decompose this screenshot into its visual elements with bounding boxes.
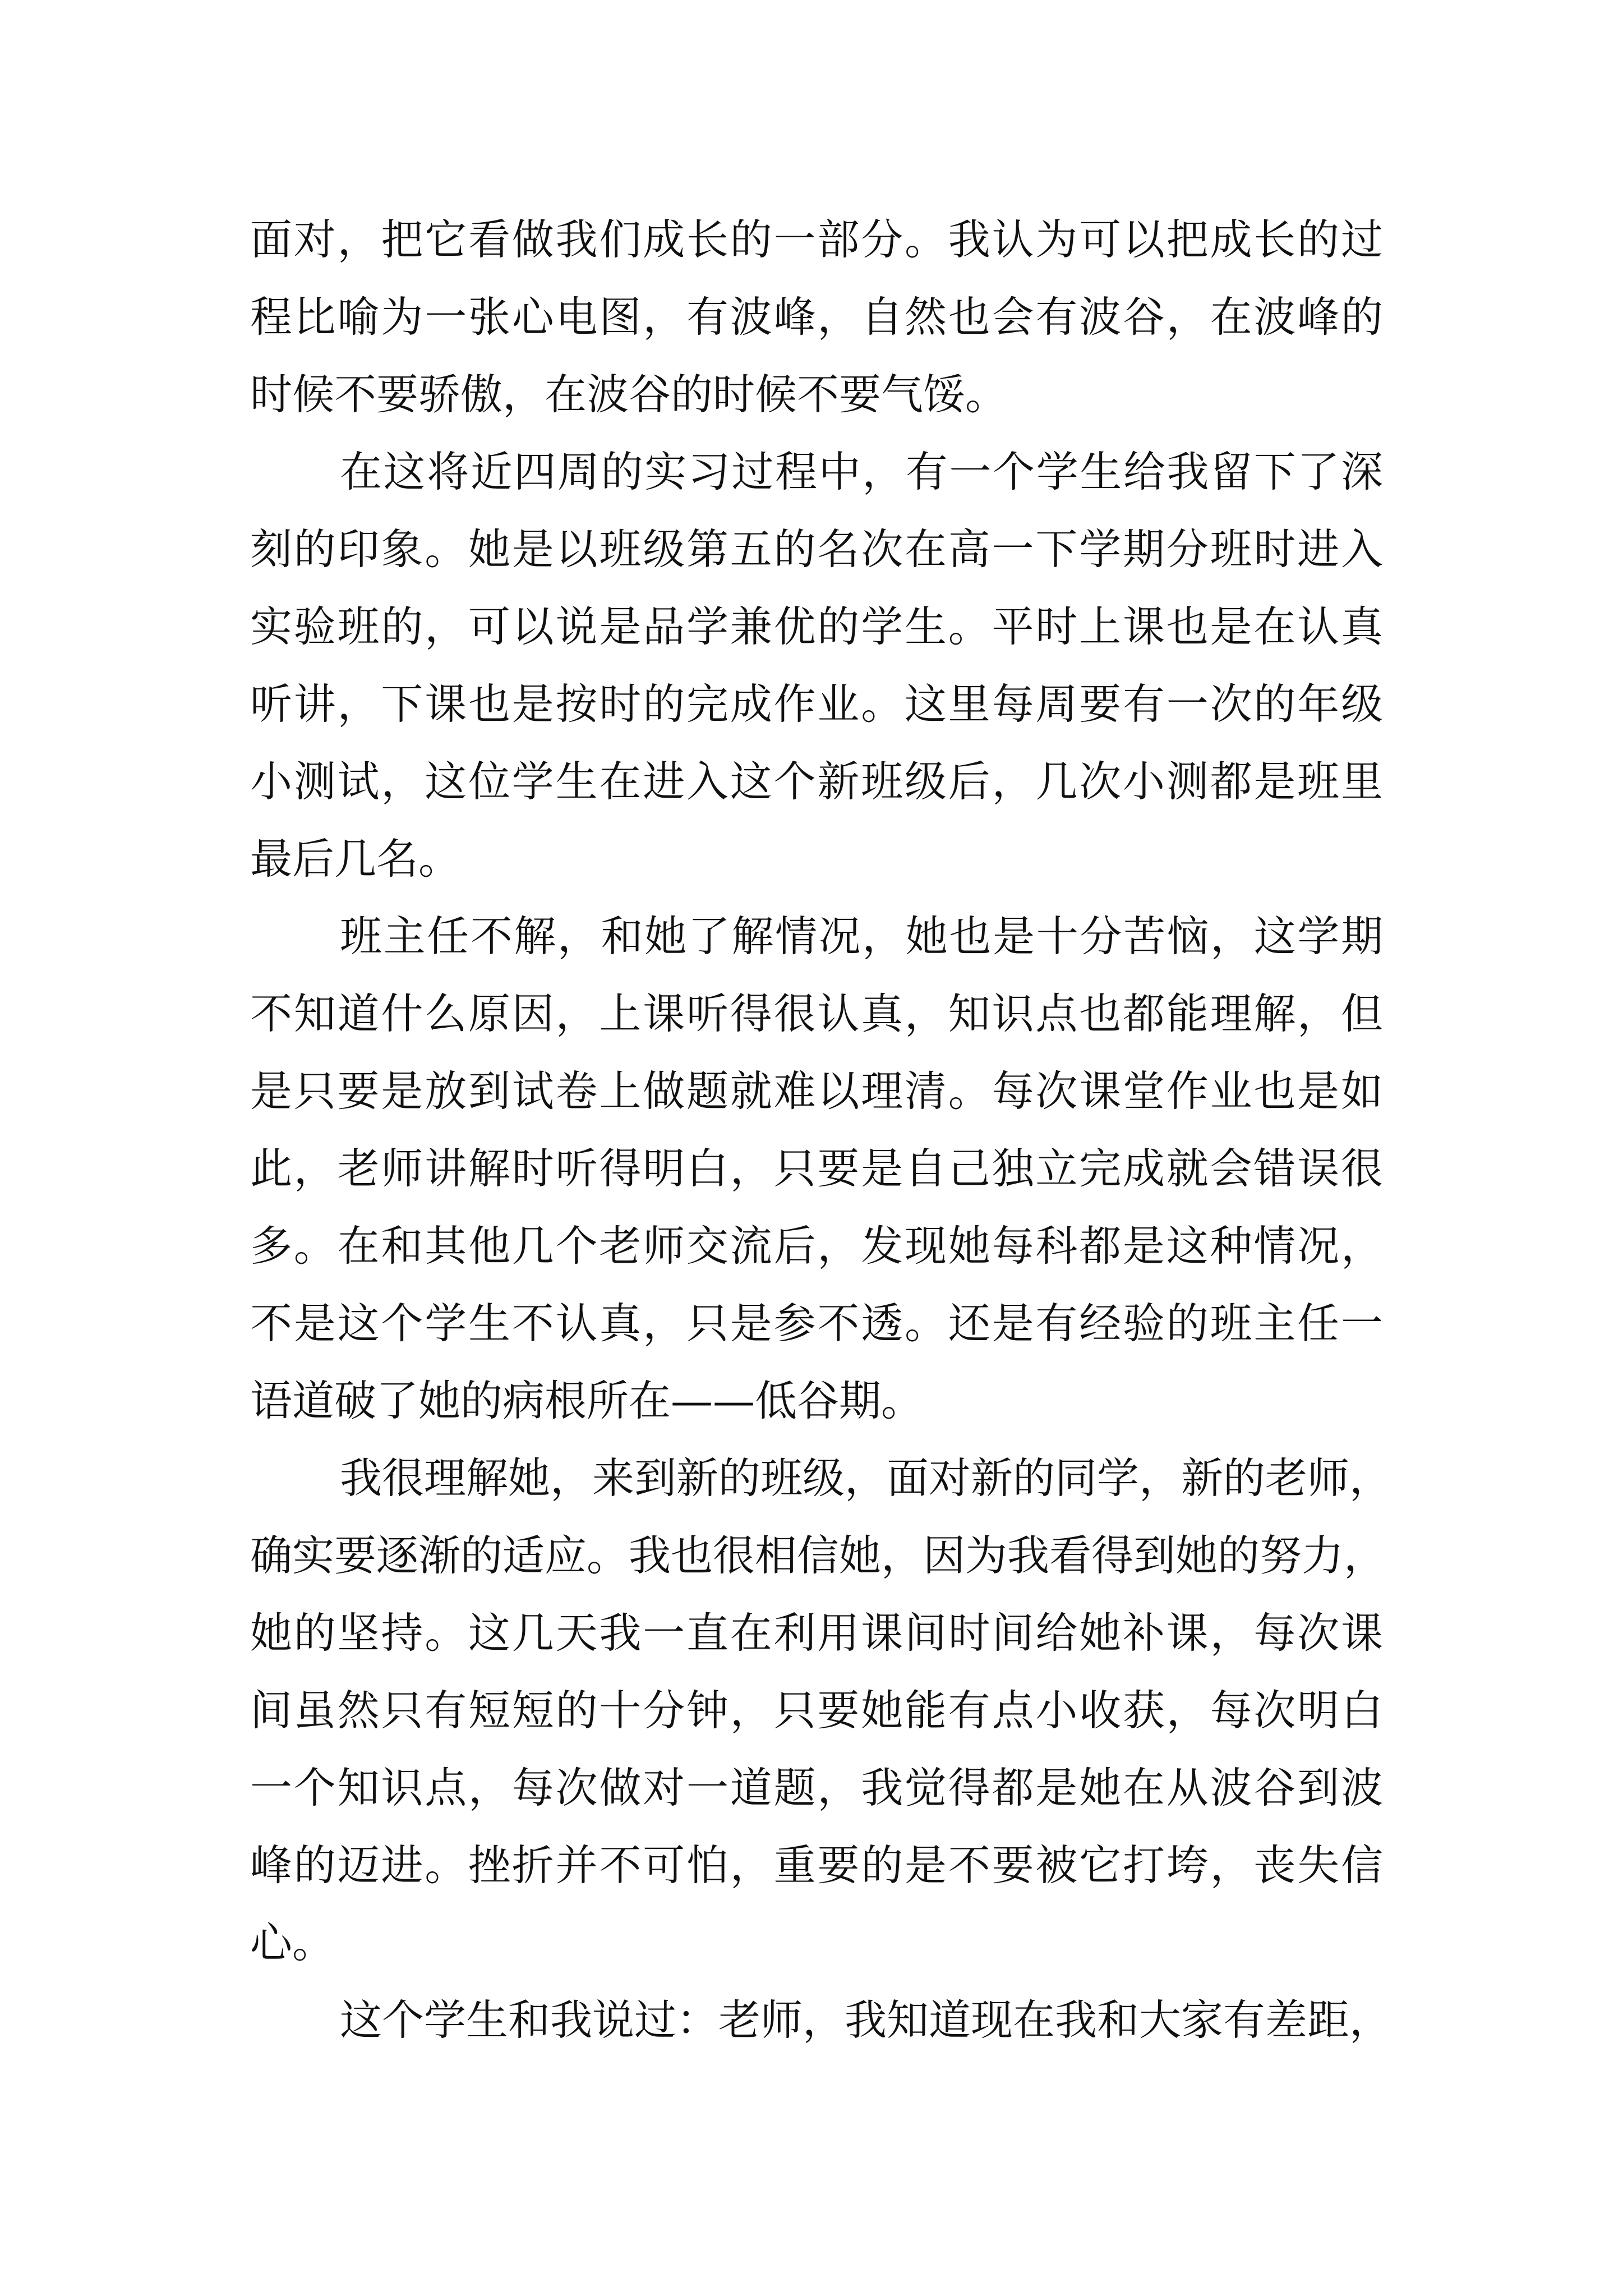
text-line: 语道破了她的病根所在——低谷期。 xyxy=(250,1376,924,1425)
text-line: 峰的迈进。挫折并不可怕，重要的是不要被它打垮，丧失信 xyxy=(250,1841,1383,1890)
text-line: 程比喻为一张心电图，有波峰，自然也会有波谷，在波峰的 xyxy=(250,292,1383,342)
text-line: 最后几名。 xyxy=(250,834,461,884)
text-line: 时候不要骄傲，在波谷的时候不要气馁。 xyxy=(250,370,1008,419)
text-line: 一个知识点，每次做对一道题，我觉得都是她在从波谷到波 xyxy=(250,1763,1383,1812)
document-body-text xyxy=(250,201,1392,2059)
text-line: 确实要逐渐的适应。我也很相信她，因为我看得到她的努力， xyxy=(250,1531,1386,1580)
text-line: 间虽然只有短短的十分钟，只要她能有点小收获，每次明白 xyxy=(250,1686,1383,1735)
paragraph-first-line: 班主任不解，和她了解情况，她也是十分苦恼，这学期 xyxy=(340,912,1383,961)
paragraph-first-line: 在这将近四周的实习过程中，有一个学生给我留下了深 xyxy=(340,447,1383,496)
text-line: 听讲，下课也是按时的完成作业。这里每周要有一次的年级 xyxy=(250,679,1383,729)
text-line: 心。 xyxy=(250,1918,335,1967)
paragraph-first-line: 我很理解她，来到新的班级，面对新的同学，新的老师， xyxy=(340,1453,1392,1503)
text-line: 此，老师讲解时听得明白，只要是自己独立完成就会错误很 xyxy=(250,1144,1383,1193)
text-line: 面对，把它看做我们成长的一部分。我认为可以把成长的过 xyxy=(250,215,1383,264)
text-line: 刻的印象。她是以班级第五的名次在高一下学期分班时进入 xyxy=(250,524,1383,574)
text-line: 小测试，这位学生在进入这个新班级后，几次小测都是班里 xyxy=(250,757,1383,806)
text-line: 不知道什么原因，上课听得很认真，知识点也都能理解，但 xyxy=(250,989,1383,1038)
paragraph-first-line: 这个学生和我说过：老师，我知道现在我和大家有差距， xyxy=(340,1995,1392,2045)
text-line: 是只要是放到试卷上做题就难以理清。每次课堂作业也是如 xyxy=(250,1066,1383,1116)
text-line: 不是这个学生不认真，只是参不透。还是有经验的班主任一 xyxy=(250,1299,1383,1348)
text-line: 实验班的，可以说是品学兼优的学生。平时上课也是在认真 xyxy=(250,602,1383,651)
text-line: 她的坚持。这几天我一直在利用课间时间给她补课，每次课 xyxy=(250,1608,1383,1658)
text-line: 多。在和其他几个老师交流后，发现她每科都是这种情况， xyxy=(250,1221,1383,1271)
